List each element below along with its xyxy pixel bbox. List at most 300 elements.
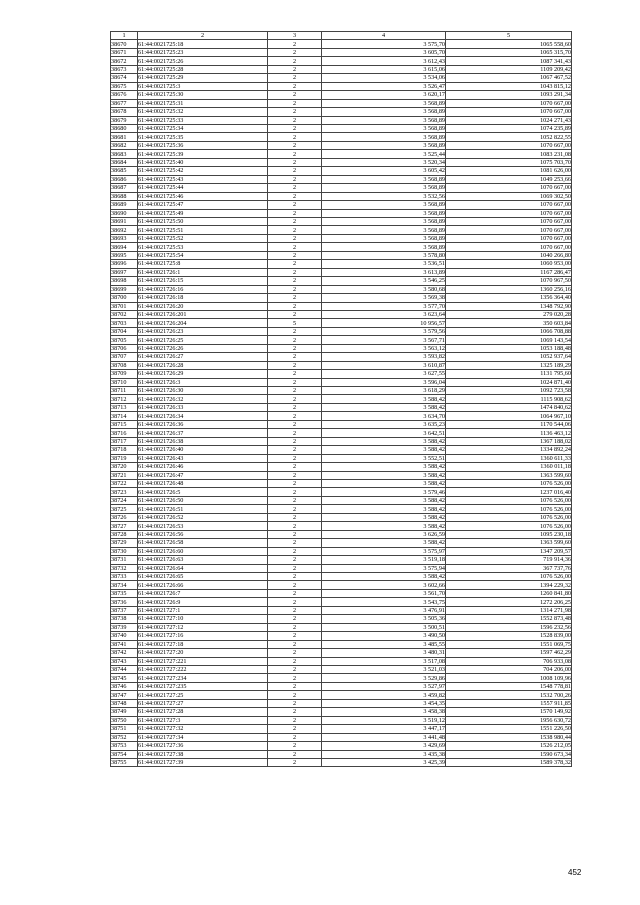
cadastral-number-cell: 61:44:0021727:3 bbox=[138, 716, 268, 724]
category-cell: 2 bbox=[268, 699, 322, 707]
table-row bbox=[111, 395, 572, 403]
row-number-cell: 38685 bbox=[111, 167, 138, 175]
category-cell: 2 bbox=[268, 310, 322, 318]
row-number-cell: 38688 bbox=[111, 192, 138, 200]
category-cell: 2 bbox=[268, 260, 322, 268]
table-row bbox=[111, 480, 572, 488]
cadastral-number-cell: 61:44:0021726:56 bbox=[138, 530, 268, 538]
category-cell: 2 bbox=[268, 116, 322, 124]
category-cell: 2 bbox=[268, 598, 322, 606]
cadastral-number-cell: 61:44:0021726:15 bbox=[138, 277, 268, 285]
table-row bbox=[111, 674, 572, 682]
value-cell: 1093 291,34 bbox=[446, 91, 572, 99]
area-cell: 3 615,06 bbox=[322, 65, 446, 73]
area-cell: 3 568,89 bbox=[322, 175, 446, 183]
table-row bbox=[111, 327, 572, 335]
table-row bbox=[111, 615, 572, 623]
value-cell: 1528 839,00 bbox=[446, 632, 572, 640]
row-number-cell: 38679 bbox=[111, 116, 138, 124]
value-cell: 1394 229,32 bbox=[446, 581, 572, 589]
row-number-cell: 38714 bbox=[111, 412, 138, 420]
column-header: 5 bbox=[446, 32, 572, 40]
cadastral-number-cell: 61:44:0021726:34 bbox=[138, 412, 268, 420]
category-cell: 2 bbox=[268, 742, 322, 750]
column-header: 2 bbox=[138, 32, 268, 40]
category-cell: 2 bbox=[268, 353, 322, 361]
cadastral-number-cell: 61:44:0021726:204 bbox=[138, 319, 268, 327]
row-number-cell: 38691 bbox=[111, 217, 138, 225]
table-row bbox=[111, 606, 572, 614]
value-cell: 1070 667,00 bbox=[446, 217, 572, 225]
category-cell: 2 bbox=[268, 150, 322, 158]
category-cell: 2 bbox=[268, 623, 322, 631]
table-row bbox=[111, 682, 572, 690]
value-cell: 1363 599,60 bbox=[446, 539, 572, 547]
table-row bbox=[111, 319, 572, 327]
row-number-cell: 38742 bbox=[111, 649, 138, 657]
cadastral-number-cell: 61:44:0021725:28 bbox=[138, 65, 268, 73]
category-cell: 2 bbox=[268, 708, 322, 716]
row-number-cell: 38715 bbox=[111, 420, 138, 428]
value-cell: 1538 980,44 bbox=[446, 733, 572, 741]
row-number-cell: 38719 bbox=[111, 454, 138, 462]
row-number-cell: 38739 bbox=[111, 623, 138, 631]
category-cell: 2 bbox=[268, 446, 322, 454]
area-cell: 3 459,82 bbox=[322, 691, 446, 699]
area-cell: 3 552,51 bbox=[322, 454, 446, 462]
value-cell: 719 914,36 bbox=[446, 556, 572, 564]
area-cell: 3 593,82 bbox=[322, 353, 446, 361]
area-cell: 3 568,89 bbox=[322, 116, 446, 124]
table-row bbox=[111, 74, 572, 82]
area-cell: 3 519,18 bbox=[322, 556, 446, 564]
value-cell: 1589 378,32 bbox=[446, 758, 572, 766]
category-cell: 2 bbox=[268, 57, 322, 65]
area-cell: 3 534,06 bbox=[322, 74, 446, 82]
area-cell: 3 569,38 bbox=[322, 294, 446, 302]
value-cell: 1060 953,00 bbox=[446, 260, 572, 268]
row-number-cell: 38702 bbox=[111, 310, 138, 318]
category-cell: 2 bbox=[268, 175, 322, 183]
cadastral-number-cell: 61:44:0021726:63 bbox=[138, 556, 268, 564]
cadastral-number-cell: 61:44:0021727:16 bbox=[138, 632, 268, 640]
area-cell: 3 500,51 bbox=[322, 623, 446, 631]
area-cell: 3 588,42 bbox=[322, 463, 446, 471]
value-cell: 1526 212,05 bbox=[446, 742, 572, 750]
table-row bbox=[111, 82, 572, 90]
cadastral-number-cell: 61:44:0021726:27 bbox=[138, 353, 268, 361]
value-cell: 1065 315,70 bbox=[446, 48, 572, 56]
value-cell: 1076 526,00 bbox=[446, 522, 572, 530]
value-cell: 1551 069,75 bbox=[446, 640, 572, 648]
category-cell: 2 bbox=[268, 82, 322, 90]
value-cell: 1356 364,40 bbox=[446, 294, 572, 302]
value-cell: 1070 667,00 bbox=[446, 226, 572, 234]
row-number-cell: 38737 bbox=[111, 606, 138, 614]
area-cell: 3 588,42 bbox=[322, 496, 446, 504]
area-cell: 3 575,94 bbox=[322, 564, 446, 572]
row-number-cell: 38748 bbox=[111, 699, 138, 707]
table-row bbox=[111, 742, 572, 750]
row-number-cell: 38704 bbox=[111, 327, 138, 335]
category-cell: 2 bbox=[268, 234, 322, 242]
row-number-cell: 38694 bbox=[111, 243, 138, 251]
cadastral-number-cell: 61:44:0021727:18 bbox=[138, 640, 268, 648]
category-cell: 2 bbox=[268, 725, 322, 733]
table-row bbox=[111, 725, 572, 733]
table-row bbox=[111, 124, 572, 132]
row-number-cell: 38680 bbox=[111, 124, 138, 132]
value-cell: 279 020,28 bbox=[446, 310, 572, 318]
area-cell: 3 627,55 bbox=[322, 370, 446, 378]
table-row bbox=[111, 454, 572, 462]
table-row bbox=[111, 589, 572, 597]
table-row bbox=[111, 446, 572, 454]
value-cell: 1557 911,85 bbox=[446, 699, 572, 707]
cadastral-number-cell: 61:44:0021725:44 bbox=[138, 184, 268, 192]
row-number-cell: 38734 bbox=[111, 581, 138, 589]
row-number-cell: 38726 bbox=[111, 513, 138, 521]
cadastral-number-cell: 61:44:0021725:23 bbox=[138, 48, 268, 56]
row-number-cell: 38740 bbox=[111, 632, 138, 640]
table-row bbox=[111, 201, 572, 209]
area-cell: 3 568,89 bbox=[322, 226, 446, 234]
category-cell: 2 bbox=[268, 302, 322, 310]
area-cell: 3 634,70 bbox=[322, 412, 446, 420]
cadastral-number-cell: 61:44:0021725:40 bbox=[138, 158, 268, 166]
cadastral-number-cell: 61:44:0021726:38 bbox=[138, 437, 268, 445]
area-cell: 3 613,89 bbox=[322, 268, 446, 276]
row-number-cell: 38701 bbox=[111, 302, 138, 310]
row-number-cell: 38678 bbox=[111, 108, 138, 116]
value-cell: 1360 011,18 bbox=[446, 463, 572, 471]
cadastral-number-cell: 61:44:0021727:10 bbox=[138, 615, 268, 623]
value-cell: 1008 109,96 bbox=[446, 674, 572, 682]
cadastral-number-cell: 61:44:0021725:53 bbox=[138, 243, 268, 251]
row-number-cell: 38755 bbox=[111, 758, 138, 766]
area-cell: 3 579,46 bbox=[322, 488, 446, 496]
table-row bbox=[111, 285, 572, 293]
category-cell: 2 bbox=[268, 294, 322, 302]
area-cell: 3 454,35 bbox=[322, 699, 446, 707]
area-cell: 3 527,97 bbox=[322, 682, 446, 690]
cadastral-number-cell: 61:44:0021725:42 bbox=[138, 167, 268, 175]
table-row bbox=[111, 226, 572, 234]
area-cell: 3 568,89 bbox=[322, 201, 446, 209]
cadastral-number-cell: 61:44:0021725:33 bbox=[138, 116, 268, 124]
cadastral-number-cell: 61:44:0021726:58 bbox=[138, 539, 268, 547]
area-cell: 3 635,23 bbox=[322, 420, 446, 428]
row-number-cell: 38695 bbox=[111, 251, 138, 259]
value-cell: 1024 871,40 bbox=[446, 378, 572, 386]
area-cell: 3 588,42 bbox=[322, 480, 446, 488]
table-row bbox=[111, 632, 572, 640]
table-row bbox=[111, 708, 572, 716]
value-cell: 1167 286,47 bbox=[446, 268, 572, 276]
table-row bbox=[111, 665, 572, 673]
value-cell: 1070 667,00 bbox=[446, 108, 572, 116]
table-row bbox=[111, 573, 572, 581]
table-row bbox=[111, 547, 572, 555]
cadastral-number-cell: 61:44:0021725:32 bbox=[138, 108, 268, 116]
table-row bbox=[111, 192, 572, 200]
value-cell: 1070 967,50 bbox=[446, 277, 572, 285]
area-cell: 3 568,89 bbox=[322, 209, 446, 217]
value-cell: 1360 611,33 bbox=[446, 454, 572, 462]
area-cell: 3 532,56 bbox=[322, 192, 446, 200]
value-cell: 1272 206,25 bbox=[446, 598, 572, 606]
category-cell: 2 bbox=[268, 615, 322, 623]
row-number-cell: 38732 bbox=[111, 564, 138, 572]
row-number-cell: 38738 bbox=[111, 615, 138, 623]
table-row bbox=[111, 217, 572, 225]
table-row bbox=[111, 640, 572, 648]
category-cell: 2 bbox=[268, 522, 322, 530]
area-cell: 3 568,89 bbox=[322, 133, 446, 141]
area-cell: 3 578,80 bbox=[322, 251, 446, 259]
row-number-cell: 38675 bbox=[111, 82, 138, 90]
row-number-cell: 38708 bbox=[111, 361, 138, 369]
table-row bbox=[111, 167, 572, 175]
row-number-cell: 38674 bbox=[111, 74, 138, 82]
category-cell: 2 bbox=[268, 99, 322, 107]
row-number-cell: 38687 bbox=[111, 184, 138, 192]
cadastral-number-cell: 61:44:0021725:46 bbox=[138, 192, 268, 200]
cadastral-number-cell: 61:44:0021727:27 bbox=[138, 699, 268, 707]
category-cell: 2 bbox=[268, 412, 322, 420]
category-cell: 2 bbox=[268, 217, 322, 225]
value-cell: 1052 937,64 bbox=[446, 353, 572, 361]
value-cell: 1092 723,58 bbox=[446, 387, 572, 395]
cadastral-number-cell: 61:44:0021726:64 bbox=[138, 564, 268, 572]
category-cell: 2 bbox=[268, 463, 322, 471]
cadastral-number-cell: 61:44:0021726:23 bbox=[138, 327, 268, 335]
area-cell: 3 588,42 bbox=[322, 539, 446, 547]
area-cell: 3 602,66 bbox=[322, 581, 446, 589]
row-number-cell: 38751 bbox=[111, 725, 138, 733]
value-cell: 1334 892,24 bbox=[446, 446, 572, 454]
row-number-cell: 38722 bbox=[111, 480, 138, 488]
table-row bbox=[111, 57, 572, 65]
area-cell: 3 568,89 bbox=[322, 141, 446, 149]
table-row bbox=[111, 234, 572, 242]
row-number-cell: 38752 bbox=[111, 733, 138, 741]
category-cell: 2 bbox=[268, 640, 322, 648]
cadastral-number-cell: 61:44:0021726:32 bbox=[138, 395, 268, 403]
area-cell: 3 485,55 bbox=[322, 640, 446, 648]
area-cell: 3 425,39 bbox=[322, 758, 446, 766]
category-cell: 2 bbox=[268, 370, 322, 378]
table-row bbox=[111, 750, 572, 758]
value-cell: 1053 188,48 bbox=[446, 344, 572, 352]
category-cell: 2 bbox=[268, 327, 322, 335]
row-number-cell: 38720 bbox=[111, 463, 138, 471]
value-cell: 1069 143,54 bbox=[446, 336, 572, 344]
table-row bbox=[111, 277, 572, 285]
category-cell: 2 bbox=[268, 505, 322, 513]
cadastral-number-cell: 61:44:0021726:50 bbox=[138, 496, 268, 504]
table-row bbox=[111, 403, 572, 411]
area-cell: 3 536,51 bbox=[322, 260, 446, 268]
table-row bbox=[111, 260, 572, 268]
area-cell: 3 429,69 bbox=[322, 742, 446, 750]
row-number-cell: 38728 bbox=[111, 530, 138, 538]
category-cell: 2 bbox=[268, 556, 322, 564]
cadastral-number-cell: 61:44:0021725:54 bbox=[138, 251, 268, 259]
table-row bbox=[111, 370, 572, 378]
cadastral-number-cell: 61:44:0021726:9 bbox=[138, 598, 268, 606]
value-cell: 1260 841,80 bbox=[446, 589, 572, 597]
value-cell: 1076 526,00 bbox=[446, 513, 572, 521]
value-cell: 1363 599,60 bbox=[446, 471, 572, 479]
row-number-cell: 38749 bbox=[111, 708, 138, 716]
area-cell: 3 526,47 bbox=[322, 82, 446, 90]
value-cell: 1043 815,12 bbox=[446, 82, 572, 90]
category-cell: 2 bbox=[268, 429, 322, 437]
value-cell: 1070 667,00 bbox=[446, 234, 572, 242]
table-row bbox=[111, 699, 572, 707]
row-number-cell: 38713 bbox=[111, 403, 138, 411]
area-cell: 3 568,89 bbox=[322, 184, 446, 192]
category-cell: 2 bbox=[268, 573, 322, 581]
category-cell: 2 bbox=[268, 192, 322, 200]
row-number-cell: 38733 bbox=[111, 573, 138, 581]
category-cell: 2 bbox=[268, 488, 322, 496]
cadastral-number-cell: 61:44:0021725:43 bbox=[138, 175, 268, 183]
row-number-cell: 38717 bbox=[111, 437, 138, 445]
row-number-cell: 38746 bbox=[111, 682, 138, 690]
cadastral-number-cell: 61:44:0021725:36 bbox=[138, 141, 268, 149]
value-cell: 1597 462,29 bbox=[446, 649, 572, 657]
category-cell: 2 bbox=[268, 513, 322, 521]
category-cell: 2 bbox=[268, 530, 322, 538]
area-cell: 3 618,29 bbox=[322, 387, 446, 395]
row-number-cell: 38677 bbox=[111, 99, 138, 107]
category-cell: 2 bbox=[268, 606, 322, 614]
category-cell: 2 bbox=[268, 201, 322, 209]
category-cell: 2 bbox=[268, 632, 322, 640]
value-cell: 1070 667,00 bbox=[446, 141, 572, 149]
value-cell: 1040 266,80 bbox=[446, 251, 572, 259]
row-number-cell: 38681 bbox=[111, 133, 138, 141]
row-number-cell: 38731 bbox=[111, 556, 138, 564]
value-cell: 1237 016,40 bbox=[446, 488, 572, 496]
table-row bbox=[111, 243, 572, 251]
cadastral-number-cell: 61:44:0021726:5 bbox=[138, 488, 268, 496]
cadastral-number-cell: 61:44:0021727:1 bbox=[138, 606, 268, 614]
area-cell: 3 520,34 bbox=[322, 158, 446, 166]
table-row bbox=[111, 437, 572, 445]
category-cell: 2 bbox=[268, 387, 322, 395]
cadastral-number-cell: 61:44:0021725:39 bbox=[138, 150, 268, 158]
area-cell: 3 588,42 bbox=[322, 403, 446, 411]
area-cell: 3 588,42 bbox=[322, 446, 446, 454]
table-row bbox=[111, 209, 572, 217]
area-cell: 3 610,87 bbox=[322, 361, 446, 369]
value-cell: 1109 209,42 bbox=[446, 65, 572, 73]
area-cell: 3 596,04 bbox=[322, 378, 446, 386]
area-cell: 3 521,03 bbox=[322, 665, 446, 673]
value-cell: 1070 667,00 bbox=[446, 243, 572, 251]
value-cell: 1570 149,92 bbox=[446, 708, 572, 716]
area-cell: 3 568,89 bbox=[322, 234, 446, 242]
cadastral-number-cell: 61:44:0021725:51 bbox=[138, 226, 268, 234]
value-cell: 1087 341,43 bbox=[446, 57, 572, 65]
row-number-cell: 38723 bbox=[111, 488, 138, 496]
table-row bbox=[111, 488, 572, 496]
cadastral-number-cell: 61:44:0021726:37 bbox=[138, 429, 268, 437]
value-cell: 1596 232,56 bbox=[446, 623, 572, 631]
area-cell: 3 577,70 bbox=[322, 302, 446, 310]
row-number-cell: 38754 bbox=[111, 750, 138, 758]
table-row bbox=[111, 716, 572, 724]
row-number-cell: 38724 bbox=[111, 496, 138, 504]
category-cell: 2 bbox=[268, 40, 322, 48]
value-cell: 1065 558,60 bbox=[446, 40, 572, 48]
category-cell: 2 bbox=[268, 480, 322, 488]
area-cell: 3 575,70 bbox=[322, 40, 446, 48]
category-cell: 2 bbox=[268, 91, 322, 99]
row-number-cell: 38676 bbox=[111, 91, 138, 99]
row-number-cell: 38673 bbox=[111, 65, 138, 73]
column-header: 3 bbox=[268, 32, 322, 40]
row-number-cell: 38710 bbox=[111, 378, 138, 386]
area-cell: 3 612,43 bbox=[322, 57, 446, 65]
area-cell: 3 568,89 bbox=[322, 243, 446, 251]
cadastral-number-cell: 61:44:0021727:38 bbox=[138, 750, 268, 758]
row-number-cell: 38745 bbox=[111, 674, 138, 682]
area-cell: 3 568,89 bbox=[322, 108, 446, 116]
cadastral-number-cell: 61:44:0021727:12 bbox=[138, 623, 268, 631]
table-row bbox=[111, 463, 572, 471]
area-cell: 3 579,56 bbox=[322, 327, 446, 335]
cadastral-number-cell: 61:44:0021725:3 bbox=[138, 82, 268, 90]
cadastral-number-cell: 61:44:0021725:31 bbox=[138, 99, 268, 107]
category-cell: 2 bbox=[268, 674, 322, 682]
category-cell: 2 bbox=[268, 277, 322, 285]
value-cell: 1076 526,00 bbox=[446, 496, 572, 504]
row-number-cell: 38686 bbox=[111, 175, 138, 183]
area-cell: 3 620,17 bbox=[322, 91, 446, 99]
row-number-cell: 38753 bbox=[111, 742, 138, 750]
table-row bbox=[111, 412, 572, 420]
value-cell: 1131 795,60 bbox=[446, 370, 572, 378]
cadastral-number-cell: 61:44:0021727:25 bbox=[138, 691, 268, 699]
table-row bbox=[111, 539, 572, 547]
category-cell: 2 bbox=[268, 691, 322, 699]
category-cell: 2 bbox=[268, 141, 322, 149]
category-cell: 2 bbox=[268, 716, 322, 724]
value-cell: 1076 526,00 bbox=[446, 480, 572, 488]
category-cell: 2 bbox=[268, 361, 322, 369]
table-row bbox=[111, 649, 572, 657]
cadastral-number-cell: 61:44:0021726:25 bbox=[138, 336, 268, 344]
table-row bbox=[111, 48, 572, 56]
column-header: 4 bbox=[322, 32, 446, 40]
row-number-cell: 38689 bbox=[111, 201, 138, 209]
cadastral-number-cell: 61:44:0021726:48 bbox=[138, 480, 268, 488]
category-cell: 2 bbox=[268, 649, 322, 657]
row-number-cell: 38682 bbox=[111, 141, 138, 149]
cadastral-number-cell: 61:44:0021726:52 bbox=[138, 513, 268, 521]
value-cell: 1069 302,50 bbox=[446, 192, 572, 200]
cadastral-number-cell: 61:44:0021726:36 bbox=[138, 420, 268, 428]
row-number-cell: 38696 bbox=[111, 260, 138, 268]
area-cell: 3 568,89 bbox=[322, 124, 446, 132]
area-cell: 3 580,68 bbox=[322, 285, 446, 293]
row-number-cell: 38730 bbox=[111, 547, 138, 555]
row-number-cell: 38718 bbox=[111, 446, 138, 454]
